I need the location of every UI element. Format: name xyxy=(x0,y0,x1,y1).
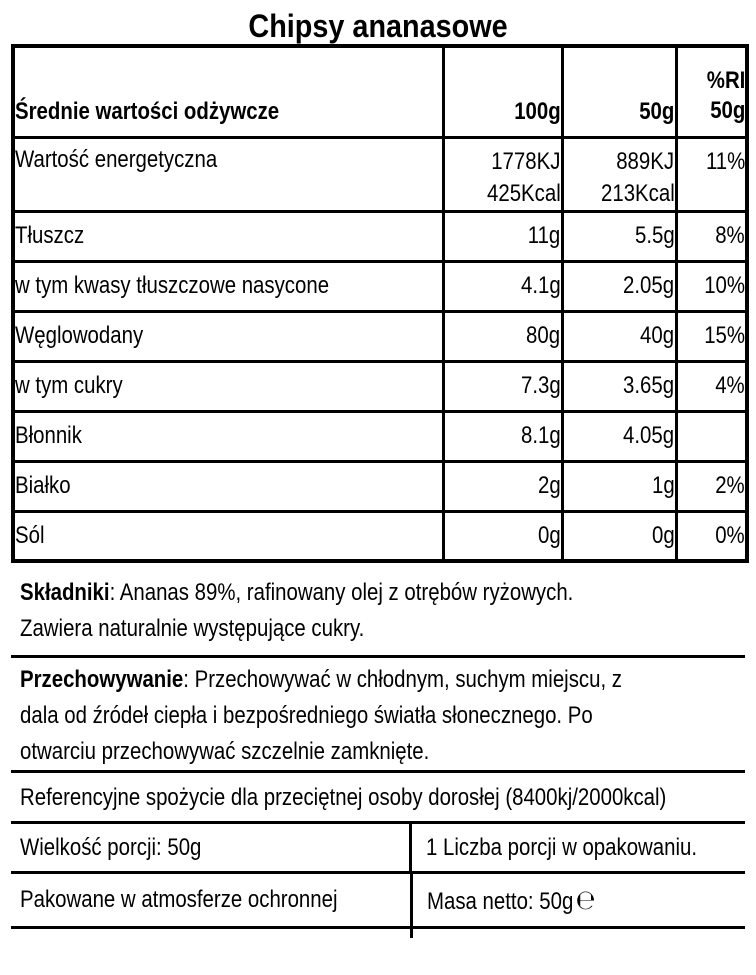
row-label: Błonnik xyxy=(15,422,82,449)
value-100g: 4.1g xyxy=(520,272,561,299)
packaging-cell: Pakowane w atmosferze ochronnej xyxy=(20,886,338,913)
header-col-100g: 100g xyxy=(514,97,561,125)
value-50g-line2: 213Kcal xyxy=(600,179,675,207)
ingredients-line2: Zawiera naturalnie występujące cukry. xyxy=(20,615,365,642)
table-row xyxy=(13,511,747,561)
value-50g: 5.5g xyxy=(634,222,675,249)
value-50g: 4.05g xyxy=(623,422,675,449)
servings-count-cell: 1 Liczba porcji w opakowaniu. xyxy=(409,824,745,871)
row-label: Wartość energetyczna xyxy=(15,145,218,173)
ingredients-section xyxy=(11,563,745,655)
storage-text: : Przechowywać w chłodnym, suchym miejscu, z xyxy=(183,666,622,693)
storage-section xyxy=(11,655,745,770)
page-title xyxy=(0,0,756,44)
serving-size-cell: Wielkość porcji: 50g xyxy=(20,833,202,861)
page-title-text: Chipsy ananasowe xyxy=(248,8,508,44)
ingredients-line1 xyxy=(20,575,736,611)
value-100g: 11g xyxy=(527,222,561,249)
storage-label: Przechowywanie xyxy=(20,666,184,693)
header-nutrient-label: Średnie wartości odżywcze xyxy=(15,97,280,125)
table-row xyxy=(13,361,747,411)
ingredients-text: : Ananas 89%, rafinowany olej z otrębów ryżowych. xyxy=(109,579,574,606)
table-row xyxy=(13,461,747,511)
value-100g: 0g xyxy=(537,521,561,549)
net-weight-cell xyxy=(410,874,745,926)
value-100g: 8.1g xyxy=(520,422,561,449)
value-50g: 0g xyxy=(651,521,675,549)
packaging-row xyxy=(11,874,745,929)
header-col-ri xyxy=(676,46,747,137)
value-50g: 2.05g xyxy=(623,272,675,299)
value-ri: 4% xyxy=(715,372,745,399)
value-50g: 3.65g xyxy=(623,372,675,399)
value-50g: 1g xyxy=(651,472,675,499)
row-label: Białko xyxy=(15,472,71,499)
row-label: Sól xyxy=(15,521,45,549)
serving-row xyxy=(11,824,745,874)
value-ri: 0% xyxy=(715,521,745,549)
partial-row xyxy=(11,929,745,938)
value-ri: 11% xyxy=(705,147,745,175)
nutrition-table xyxy=(11,44,749,563)
table-row xyxy=(13,211,747,261)
reference-intake-text: Referencyjne spożycie dla przeciętnej osoby dorosłej (8400kj/2000kcal) xyxy=(20,784,667,811)
header-ri-line2: 50g xyxy=(709,96,745,124)
header-ri-line1: %RI xyxy=(706,66,745,94)
table-row xyxy=(13,261,747,311)
table-row xyxy=(13,311,747,361)
table-row-energy xyxy=(13,137,747,211)
value-ri: 10% xyxy=(704,272,745,299)
value-ri: 8% xyxy=(715,222,745,249)
storage-line2: dala od źródeł ciepła i bezpośredniego światła słonecznego. Po xyxy=(20,702,593,729)
estimated-mark-icon: ℮ xyxy=(575,884,596,916)
value-50g: 889KJ xyxy=(616,147,675,175)
row-label: w tym kwasy tłuszczowe nasycone xyxy=(15,272,330,299)
value-ri: 2% xyxy=(715,472,745,499)
value-100g: 1778KJ xyxy=(491,147,561,175)
storage-line1 xyxy=(20,662,736,698)
label-sections xyxy=(11,563,745,938)
value-ri: 15% xyxy=(704,322,745,349)
value-100g: 7.3g xyxy=(520,372,561,399)
storage-line3: otwarciu przechowywać szczelnie zamknięte. xyxy=(20,738,430,765)
row-label: Węglowodany xyxy=(15,322,144,349)
table-header-row xyxy=(13,46,747,137)
net-weight-text: Masa netto: 50g xyxy=(427,887,574,915)
reference-intake-section xyxy=(11,770,745,821)
row-label: w tym cukry xyxy=(15,372,123,399)
table-row xyxy=(13,411,747,461)
ingredients-label: Składniki xyxy=(20,579,110,606)
value-100g: 80g xyxy=(526,322,561,349)
header-col-50g: 50g xyxy=(639,97,675,125)
value-100g: 2g xyxy=(537,472,561,499)
bottom-info-grid xyxy=(11,821,745,938)
row-label: Tłuszcz xyxy=(15,222,85,249)
value-50g: 40g xyxy=(640,322,675,349)
value-100g-line2: 425Kcal xyxy=(486,179,561,207)
